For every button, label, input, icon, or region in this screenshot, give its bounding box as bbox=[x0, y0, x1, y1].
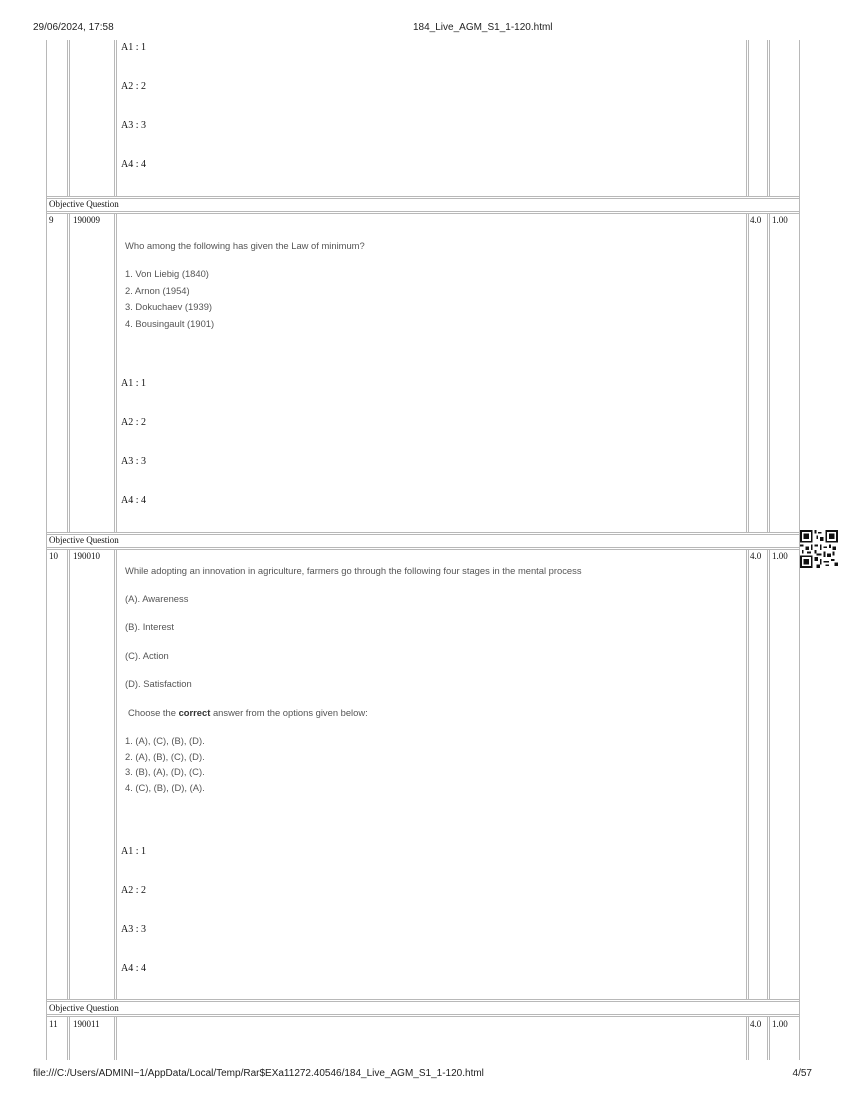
question-sno: 11 bbox=[49, 1019, 58, 1029]
print-datetime: 29/06/2024, 17:58 bbox=[33, 22, 114, 33]
instruction-pre: Choose the bbox=[128, 707, 179, 718]
choice-item: 3. Dokuchaev (1939) bbox=[125, 301, 213, 312]
answer-option: A2 : 2 bbox=[121, 81, 146, 92]
question-id: 190011 bbox=[73, 1019, 100, 1029]
section-label: Objective Question bbox=[49, 1003, 119, 1013]
question-sno: 10 bbox=[49, 551, 58, 561]
choice-item: 1. (A), (C), (B), (D). bbox=[125, 735, 205, 746]
qr-code-icon bbox=[800, 530, 838, 568]
choice-item: 1. Von Liebig (1840) bbox=[125, 268, 209, 279]
statement-item: (D). Satisfaction bbox=[125, 678, 192, 689]
answer-option: A1 : 1 bbox=[121, 846, 146, 857]
statement-item: (A). Awareness bbox=[125, 593, 189, 604]
answer-option: A3 : 3 bbox=[121, 456, 146, 467]
question-choices bbox=[125, 266, 214, 332]
answer-option: A4 : 4 bbox=[121, 159, 146, 170]
question-negative-marks: 1.00 bbox=[772, 215, 788, 225]
answer-option: A4 : 4 bbox=[121, 495, 146, 506]
choice-item: 3. (B), (A), (D), (C). bbox=[125, 766, 205, 777]
file-path: file:///C:/Users/ADMINI~1/AppData/Local/Temp/Rar$EXa11272.40546/184_Live_AGM_S1_1-120.html bbox=[33, 1068, 484, 1079]
choice-item: 2. Arnon (1954) bbox=[125, 284, 190, 296]
question-marks: 4.0 bbox=[750, 1019, 762, 1029]
question-stem: While adopting an innovation in agriculture, farmers go through the following four stages in the mental process bbox=[125, 565, 582, 576]
answer-option: A1 : 1 bbox=[121, 378, 146, 389]
answer-option: A4 : 4 bbox=[121, 963, 146, 974]
question-negative-marks: 1.00 bbox=[772, 1019, 788, 1029]
answer-option: A2 : 2 bbox=[121, 885, 146, 896]
question-marks: 4.0 bbox=[750, 551, 762, 561]
choice-item: 4. (C), (B), (D), (A). bbox=[125, 781, 205, 793]
answer-option: A3 : 3 bbox=[121, 120, 146, 131]
answer-option: A3 : 3 bbox=[121, 924, 146, 935]
page-number: 4/57 bbox=[792, 1068, 812, 1079]
section-label: Objective Question bbox=[49, 199, 119, 209]
instruction-bold: correct bbox=[178, 707, 211, 718]
print-title: 184_Live_AGM_S1_1-120.html bbox=[413, 22, 553, 33]
choice-item: 2. (A), (B), (C), (D). bbox=[125, 750, 205, 762]
instruction-post: answer from the options given below: bbox=[210, 707, 368, 718]
question-marks: 4.0 bbox=[750, 215, 762, 225]
question-sno: 9 bbox=[49, 215, 54, 225]
question-instruction bbox=[128, 707, 368, 718]
question-id: 190009 bbox=[73, 215, 100, 225]
question-stem: Who among the following has given the Law of minimum? bbox=[125, 240, 365, 251]
section-label: Objective Question bbox=[49, 535, 119, 545]
answer-option: A2 : 2 bbox=[121, 417, 146, 428]
statement-item: (C). Action bbox=[125, 650, 169, 661]
question-choices bbox=[125, 733, 205, 795]
statement-item: (B). Interest bbox=[125, 621, 174, 632]
question-id: 190010 bbox=[73, 551, 100, 561]
question-negative-marks: 1.00 bbox=[772, 551, 788, 561]
answer-option: A1 : 1 bbox=[121, 42, 146, 53]
choice-item: 4. Bousingault (1901) bbox=[125, 317, 215, 329]
